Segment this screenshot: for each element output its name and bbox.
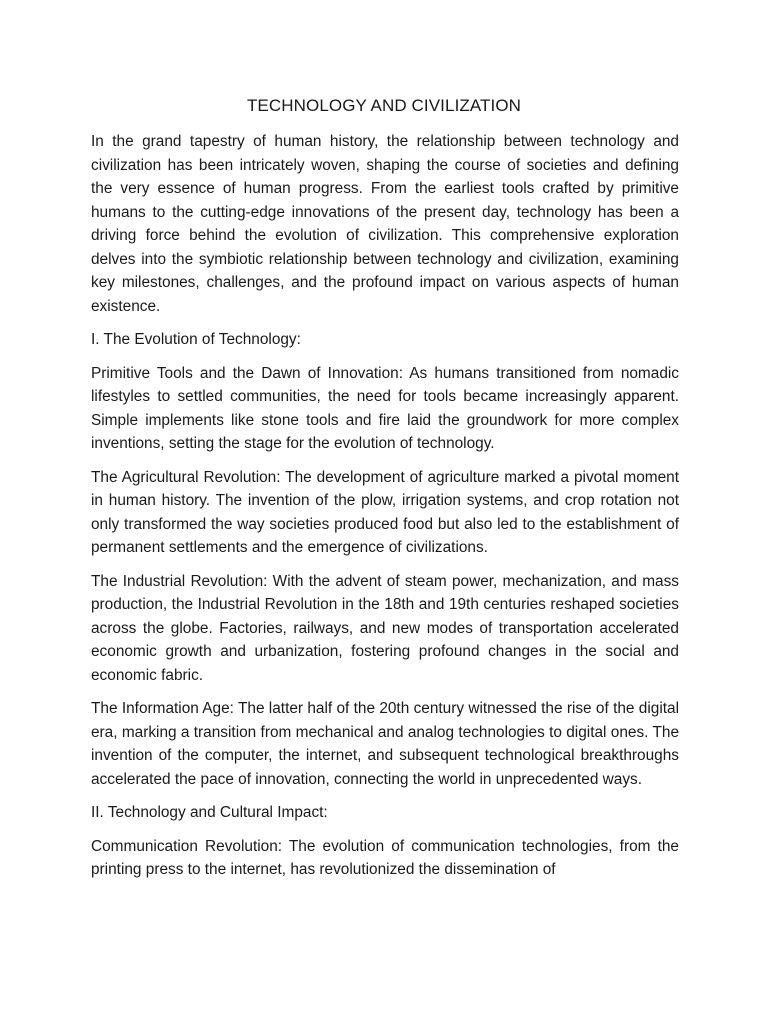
section-heading-cultural-impact: II. Technology and Cultural Impact:: [91, 804, 328, 821]
paragraph-agricultural-revolution: The Agricultural Revolution: The development of agriculture marked a pivotal moment in human history. The invention of the plow, irrigation systems, and crop rotation not only transformed the way societies produced food but also led to the establishment of permanent settlements and the emergence of civilizations.: [91, 468, 679, 556]
paragraph-communication-revolution: Communication Revolution: The evolution of communication technologies, from the printing press to the internet, has revolutionized the dissemination of: [91, 837, 679, 878]
paragraph-primitive-tools: Primitive Tools and the Dawn of Innovation: As humans transitioned from nomadic lifestyles to settled communities, the need for tools became increasingly apparent. Simple implements like stone tools and fire laid the groundwork for more complex inventions, setting the stage for the evolution of technology.: [91, 364, 679, 452]
section-heading-evolution: I. The Evolution of Technology:: [91, 331, 301, 348]
intro-paragraph: In the grand tapestry of human history, the relationship between technology and civilization has been intricately woven, shaping the course of societies and defining the very essence of human progress. From the earliest tools crafted by primitive humans to the cutting-edge innovations of the present day, technology has been a driving force behind the evolution of civilization. This comprehensive exploration delves into the symbiotic relationship between technology and civilization, examining key milestones, challenges, and the profound impact on various aspects of human existence.: [91, 133, 679, 315]
document-body: [91, 130, 679, 892]
paragraph-information-age: The Information Age: The latter half of the 20th century witnessed the rise of the digital era, marking a transition from mechanical and analog technologies to digital ones. The invention of the computer, the internet, and subsequent technological breakthroughs accelerated the pace of innovation, connecting the world in unprecedented ways.: [91, 700, 679, 788]
document-title: TECHNOLOGY AND CIVILIZATION: [246, 96, 522, 115]
paragraph-industrial-revolution: The Industrial Revolution: With the advent of steam power, mechanization, and mass production, the Industrial Revolution in the 18th and 19th centuries reshaped societies across the globe. Factories, railways, and new modes of transportation accelerated economic growth and urbanization, fostering profound changes in the social and economic fabric.: [91, 572, 679, 684]
